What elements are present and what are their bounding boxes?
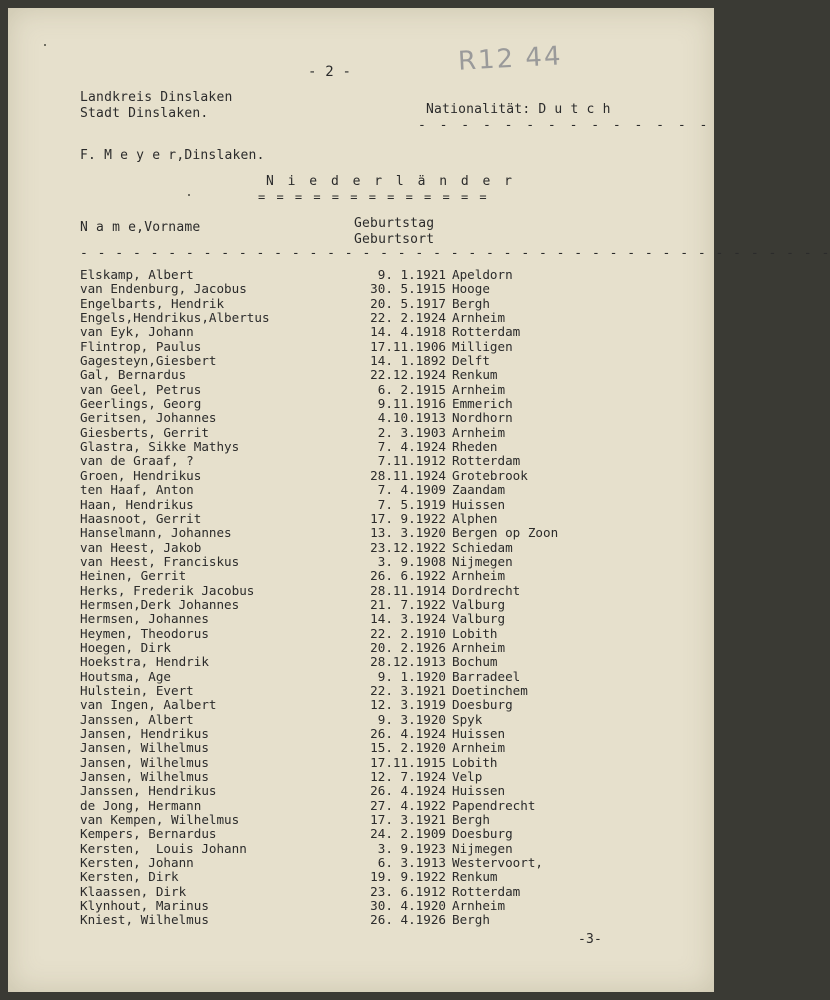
person-name: Haasnoot, Gerrit [80,510,202,526]
person-name: Gal, Bernardus [80,367,187,383]
birth-date: 7.11.1912 [377,453,446,469]
table-row [80,297,640,311]
company-line: F. M e y e r,Dinslaken. [80,148,265,163]
person-name: Glastra, Sikke Mathys [80,439,240,455]
birth-place: Milligen [452,338,513,354]
birth-place: Spyk [452,711,483,727]
birth-place: Hooge [452,281,490,297]
person-name: Jansen, Hendrikus [80,726,209,741]
birth-date: 7. 4.1924 [377,439,446,455]
table-row [80,454,640,468]
page-number: - 2 - [308,64,352,80]
birth-place: Arnheim [452,898,506,914]
birth-date: 20. 5.1917 [370,295,446,311]
birth-date: 26. 4.1924 [370,726,446,741]
birth-date: 28.12.1913 [370,654,446,670]
table-row [80,512,640,526]
table-row [80,698,640,712]
birth-date: 23. 6.1912 [370,883,446,899]
person-name: Jansen, Wilhelmus [80,754,209,770]
table-row [80,397,640,411]
birth-place: Arnheim [452,310,506,326]
authority-line-2: Stadt Dinslaken. [80,106,209,121]
birth-place: Velp [452,769,483,785]
person-name: Kersten, Johann [80,855,194,871]
birth-place: Dordrecht [452,582,521,598]
table-row [80,612,640,626]
birth-date: 3. 9.1923 [377,840,446,856]
table-row [80,713,640,727]
person-name: van de Graaf, ? [80,453,194,469]
person-name: Elskamp, Albert [80,267,194,282]
paper-speck [188,194,190,196]
person-name: van Heest, Franciskus [80,553,240,569]
birth-place: Valburg [452,611,506,627]
table-row [80,282,640,296]
table-row [80,368,640,382]
birth-date: 12. 7.1924 [370,769,446,785]
birth-date: 9. 1.1921 [377,267,446,282]
birth-date: 4.10.1913 [377,410,446,426]
person-name: Hanselmann, Johannes [80,525,232,541]
person-name: Klaassen, Dirk [80,883,187,899]
birth-date: 17. 9.1922 [370,510,446,526]
birth-place: Bergh [452,812,490,828]
birth-place: Nijmegen [452,553,513,569]
table-row [80,827,640,841]
birth-place: Papendrecht [452,797,536,813]
birth-place: Doesburg [452,826,513,842]
person-name: Flintrop, Paulus [80,338,202,354]
person-name: van Ingen, Aalbert [80,697,217,713]
person-name: Janssen, Albert [80,711,194,727]
person-name: Jansen, Wilhelmus [80,769,209,785]
person-name: van Eyk, Johann [80,324,194,340]
birth-date: 14. 1.1892 [370,353,446,369]
birth-date: 22.12.1924 [370,367,446,383]
birth-place: Lobith [452,625,498,641]
table-row [80,584,640,598]
person-name: Hermsen, Johannes [80,611,209,627]
table-row [80,383,640,397]
birth-date: 28.11.1924 [370,467,446,483]
birth-place: Emmerich [452,396,513,412]
table-row [80,526,640,540]
birth-place: Schiedam [452,539,513,555]
table-row [80,842,640,856]
birth-place: Bochum [452,654,498,670]
birth-date: 17. 3.1921 [370,812,446,828]
person-name: Heinen, Gerrit [80,568,187,584]
birth-place: Renkum [452,367,498,383]
person-name: Groen, Hendrikus [80,467,202,483]
birth-place: Nordhorn [452,410,513,426]
person-name: van Geel, Petrus [80,381,202,397]
table-row [80,885,640,899]
birth-date: 15. 2.1920 [370,740,446,756]
document-page [8,8,830,992]
person-name: van Endenburg, Jacobus [80,281,247,297]
birth-date: 9.11.1916 [377,396,446,412]
birth-date: 19. 9.1922 [370,869,446,885]
table-row [80,756,640,770]
table-row [80,770,640,784]
person-name: Gagesteyn,Giesbert [80,353,217,369]
table-row [80,627,640,641]
birth-date: 2. 3.1903 [377,424,446,440]
birth-place: Lobith [452,754,498,770]
birth-date: 21. 7.1922 [370,596,446,612]
person-name: Geritsen, Johannes [80,410,217,426]
birth-date: 9. 1.1920 [377,668,446,684]
table-row [80,684,640,698]
person-name: Giesberts, Gerrit [80,424,209,440]
birth-date: 7. 4.1909 [377,482,446,498]
birth-date: 6. 3.1913 [377,855,446,871]
table-row [80,741,640,755]
person-name: ten Haaf, Anton [80,482,194,498]
birth-place: Arnheim [452,639,506,655]
birth-date: 12. 3.1919 [370,697,446,713]
table-row [80,727,640,741]
group-heading-rule: = = = = = = = = = = = = = [258,190,489,204]
birth-date: 22. 3.1921 [370,682,446,698]
person-name: de Jong, Hermann [80,797,202,813]
birth-place: Rheden [452,439,498,455]
person-name: Heymen, Theodorus [80,625,209,641]
birth-date: 13. 3.1920 [370,525,446,541]
authority-line-1: Landkreis Dinslaken [80,90,233,105]
birth-place: Grotebrook [452,467,528,483]
birth-place: Rotterdam [452,453,521,469]
person-name: van Kempen, Wilhelmus [80,812,240,828]
table-row [80,913,640,927]
nationality-rule: - - - - - - - - - - - - - - [418,118,711,133]
column-header-name: N a m e,Vorname [80,220,201,235]
table-row [80,899,640,913]
birth-date: 26. 4.1926 [370,912,446,928]
person-name: van Heest, Jakob [80,539,202,555]
table-row [80,440,640,454]
person-list [80,268,640,928]
birth-date: 7. 5.1919 [377,496,446,512]
birth-place: Apeldorn [452,267,513,282]
table-row [80,870,640,884]
birth-date: 27. 4.1922 [370,797,446,813]
birth-date: 6. 2.1915 [377,381,446,397]
birth-place: Bergh [452,295,490,311]
birth-place: Huissen [452,726,506,741]
person-name: Herks, Frederik Jacobus [80,582,255,598]
birth-place: Westervoort, [452,855,543,871]
table-row [80,411,640,425]
table-row [80,311,640,325]
table-row [80,813,640,827]
birth-place: Renkum [452,869,498,885]
table-row [80,469,640,483]
table-row [80,268,640,282]
person-name: Haan, Hendrikus [80,496,194,512]
person-name: Hoekstra, Hendrik [80,654,209,670]
table-row [80,655,640,669]
birth-place: Doetinchem [452,682,528,698]
group-heading: N i e d e r l ä n d e r [266,174,516,189]
person-name: Jansen, Wilhelmus [80,740,209,756]
nationality-label: Nationalität: D u t c h [426,102,611,117]
person-name: Kempers, Bernardus [80,826,217,842]
table-row [80,340,640,354]
next-page-number: -3- [578,932,603,947]
table-row [80,569,640,583]
birth-date: 30. 5.1915 [370,281,446,297]
birth-place: Nijmegen [452,840,513,856]
birth-place: Arnheim [452,424,506,440]
birth-place: Arnheim [452,381,506,397]
birth-date: 22. 2.1910 [370,625,446,641]
person-name: Kniest, Wilhelmus [80,912,209,928]
person-name: Kersten, Dirk [80,869,179,885]
birth-place: Arnheim [452,740,506,756]
table-row [80,598,640,612]
birth-date: 26. 4.1924 [370,783,446,799]
table-row [80,799,640,813]
person-name: Engels,Hendrikus,Albertus [80,310,270,326]
table-row [80,641,640,655]
person-name: Janssen, Hendrikus [80,783,217,799]
person-name: Geerlings, Georg [80,396,202,412]
birth-place: Barradeel [452,668,521,684]
birth-place: Valburg [452,596,506,612]
birth-place: Alphen [452,510,498,526]
birth-date: 20. 2.1926 [370,639,446,655]
paper-speck [44,44,46,46]
birth-place: Huissen [452,496,506,512]
birth-date: 17.11.1915 [370,754,446,770]
birth-place: Rotterdam [452,883,521,899]
birth-place: Rotterdam [452,324,521,340]
birth-date: 26. 6.1922 [370,568,446,584]
birth-place: Doesburg [452,697,513,713]
birth-date: 14. 3.1924 [370,611,446,627]
column-header-birthplace: Geburtsort [354,232,435,247]
table-row [80,426,640,440]
birth-place: Bergh [452,912,490,928]
birth-date: 23.12.1922 [370,539,446,555]
table-row [80,325,640,339]
table-row [80,784,640,798]
table-row [80,555,640,569]
birth-date: 30. 4.1920 [370,898,446,914]
column-header-birthdate: Geburtstag [354,216,435,231]
person-name: Engelbarts, Hendrik [80,295,225,311]
table-row [80,483,640,497]
birth-date: 9. 3.1920 [377,711,446,727]
birth-place: Zaandam [452,482,506,498]
person-name: Hulstein, Evert [80,682,194,698]
person-name: Hoegen, Dirk [80,639,171,655]
birth-place: Arnheim [452,568,506,584]
birth-place: Bergen op Zoon [452,525,559,541]
table-row [80,856,640,870]
birth-date: 14. 4.1918 [370,324,446,340]
handwritten-note: R12 44 [457,41,564,77]
table-row [80,670,640,684]
birth-date: 28.11.1914 [370,582,446,598]
birth-place: Huissen [452,783,506,799]
birth-date: 17.11.1906 [370,338,446,354]
person-name: Klynhout, Marinus [80,898,209,914]
birth-date: 3. 9.1908 [377,553,446,569]
person-name: Kersten, Louis Johann [80,840,247,856]
table-row [80,354,640,368]
birth-date: 24. 2.1909 [370,826,446,842]
table-row [80,541,640,555]
person-name: Houtsma, Age [80,668,171,684]
birth-date: 22. 2.1924 [370,310,446,326]
table-row [80,498,640,512]
table-rule: - - - - - - - - - - - - - - - - - - - - - - - - - - - - - - - - - - - - - - - - - - - [80,246,830,261]
birth-place: Delft [452,353,490,369]
person-name: Hermsen,Derk Johannes [80,596,240,612]
